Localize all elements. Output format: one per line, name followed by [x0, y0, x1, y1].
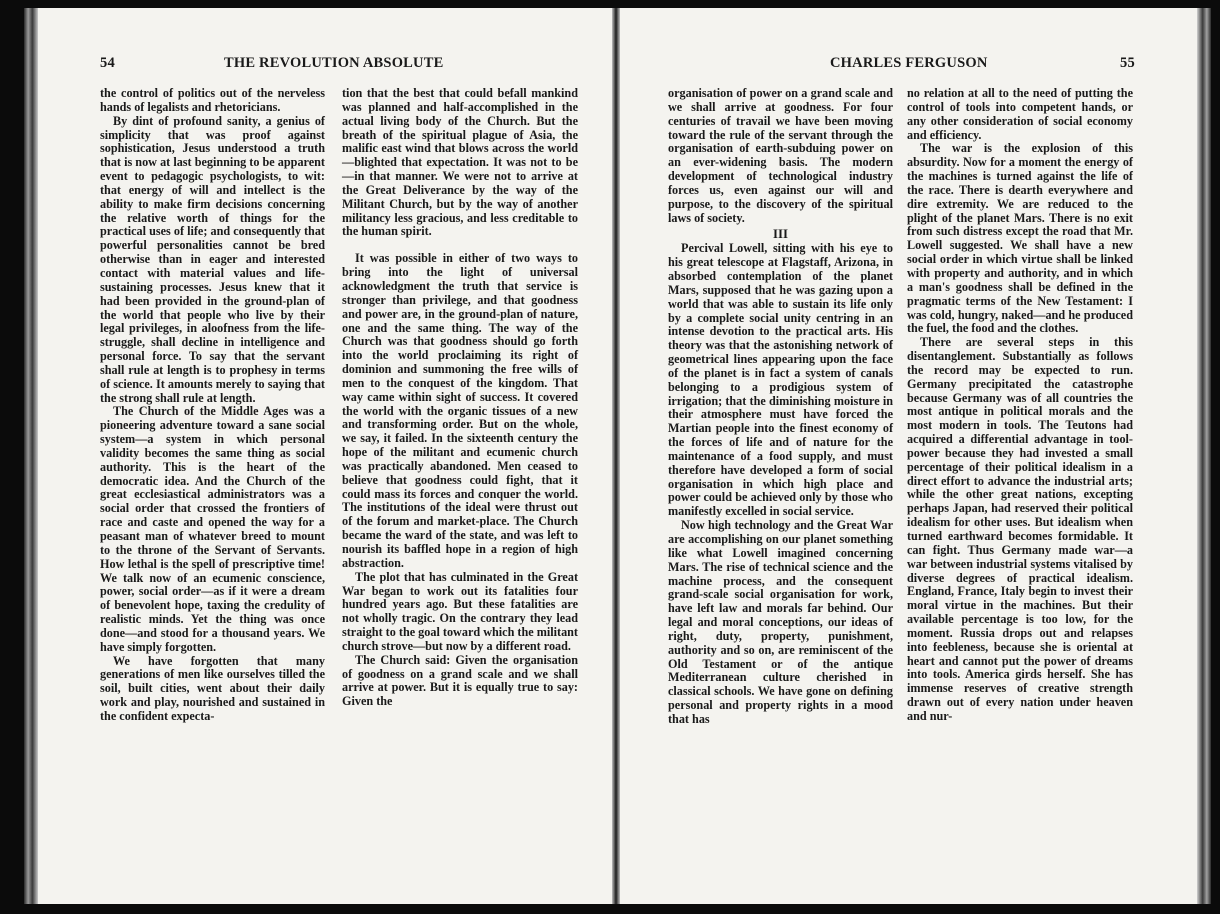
running-head-right: [620, 55, 1197, 75]
paragraph: The Church said: Given the organisation of goodness on a grand scale and we shall arrive at power. But it is equally true to say: Given the: [342, 652, 578, 709]
page-number-right: 55: [1120, 55, 1135, 71]
running-title-left: THE REVOLUTION ABSOLUTE: [224, 55, 444, 71]
paragraph: tion that the best that could befall mankind was planned and half-accomplished in the actual living body of the Church. But the breath of the spiritual plague of Asia, the malific east wind that blows across the world—blighted that expectation. It was not to be—in that manner. We were not to arrive at the Great Deliverance by the way of the Militant Church, but by the way of another militancy less gracious, and less creditable to the human spirit.: [342, 86, 578, 239]
paragraph: There are several steps in this disentanglement. Substantially as follows the record may be expected to run. Germany precipitated the catastrophe because Germany was of all countries the most antique in political morals and the most modern in tools. The Teutons had acquired a differential advantage in tool-power because they had invested a small percentage of their political idealism in a direct effort to advance the industrial arts; while the other great nations, excepting perhaps Japan, had reserved their political idealism for other uses. But idealism when turned earthward becomes formidable. It can fight. Thus Germany made war—a war between industrial systems vitalised by diverse degrees of practical idealism. England, France, Italy begin to invest their moral virtue in the machines. But their available percentage is too low, for the moment. Russia drops out and relapses into feebleness, because she is oriental at heart and cannot put the power of dreams into tools. America girds herself. She has immense reserves of creative strength drawn out of every nation under heaven and nur-: [907, 335, 1133, 723]
book-binding: [612, 8, 620, 904]
paragraph: The war is the explosion of this absurdity. Now for a moment the energy of the machines is turned against the life of the race. There is dearth everywhere and dire extremity. We are reduced to the plight of the planet Mars. There is no exit from such distress except the road that Mr. Lowell suggested. We shall have a new social order in which virtue shall be linked with property and authority, and in which a man's goodness shall be defined in the pragmatic terms of the New Testament: I was cold, hungry, naked—and he produced the fuel, the food and the clothes.: [907, 141, 1133, 336]
right-column-2: [907, 87, 1133, 724]
running-title-right: CHARLES FERGUSON: [830, 55, 988, 71]
paragraph: We have forgotten that many generations of men like ourselves tilled the soil, built cities, went about their daily work and play, nourished and sustained in the confident expecta-: [100, 653, 325, 723]
paragraph: no relation at all to the need of putting the control of tools into competent hands, or any other consideration of social economy and efficiency.: [907, 86, 1133, 142]
left-column-2: [342, 87, 578, 709]
paragraph: Now high technology and the Great War are accomplishing on our planet something like what Lowell imagined concerning Mars. The rise of technical science and the machine process, and the consequent grand-scale social organisation for work, have left law and morals far behind. Our legal and moral conceptions, our ideas of right, duty, property, punishment, authority and so on, are reminiscent of the Old Testament or of the antique Mediterranean culture cherished in classical schools. We have gone on defining personal and property rights in a mood that has: [668, 518, 893, 726]
paragraph: The plot that has culminated in the Great War began to work out its fatalities four hundred years ago. But these fatalities are not wholly tragic. On the contrary they lead straight to the goal toward which the militant church strove—but now by a different road.: [342, 569, 578, 653]
page-number-left: 54: [100, 55, 115, 71]
page-edge-right: [1197, 8, 1211, 904]
section-heading: III: [773, 227, 788, 242]
paragraph: the control of politics out of the nerveless hands of legalists and rhetoricians.: [100, 86, 325, 114]
left-page: [38, 8, 612, 904]
paragraph: organisation of power on a grand scale and we shall arrive at goodness. For four centuries of travail we have been moving toward the rule of the servant through the organisation of earth-subduing power on an ever-widening basis. The modern development of technological industry forces us, even against our will and purpose, to the discovery of the spiritual laws of society.: [668, 86, 893, 225]
right-page: [620, 8, 1197, 904]
page-edge-left: [24, 8, 38, 904]
right-column-1: [668, 87, 893, 727]
running-head-left: [38, 55, 612, 75]
paragraph: Percival Lowell, sitting with his eye to his great telescope at Flagstaff, Arizona, in absorbed contemplation of the planet Mars, supposed that he was gazing upon a world that was able to sustain its life only by a complete social unity centring in an intense devotion to the practical arts. His theory was that the astonishing network of geometrical lines appearing upon the face of the planet is in fact a system of canals belonging to a prodigious system of irrigation; that the diminishing moisture in their atmosphere must have forced the Martian people into the finest economy of the forces of life and of nature for the maintenance of a food supply, and must therefore have developed a form of social organisation in which high place and power could be achieved only by those who manifestly excelled in social service.: [668, 241, 893, 519]
left-column-1: [100, 87, 325, 724]
paragraph: By dint of profound sanity, a genius of simplicity that was proof against sophistication, Jesus understood a truth that is now at last beginning to be apparent event to pedagogic psychologists, to wit: that energy of will and intellect is the ability to make firm decisions concerning the relative worth of things for the practical uses of life; and consequently that powerful personalities cannot be bred otherwise than in eager and interested contact with material values and life-sustaining processes. Jesus knew that it had been provided in the ground-plan of the world that people who live by their legal privileges, in aloofness from the life-struggle, shall decline in intelligence and personal force. To say that the servant shall rule at length is to prophesy in terms of science. It amounts merely to saying that the strong shall rule at length.: [100, 113, 325, 405]
paragraph: It was possible in either of two ways to bring into the light of universal acknowledgment the truth that service is stronger than privilege, and that goodness and power are, in the ground-plan of nature, one and the same thing. The way of the Church was that goodness should go forth into the world proclaiming its right of dominion and summoning the free wills of men to the conquest of the kingdom. That way came within sight of success. It covered the world with the organic tissues of a new and transforming order. But on the whole, we say, it failed. In the sixteenth century the hope of the militant and ecumenic church was practically abandoned. Men ceased to believe that goodness could fight, that it could mass its forces and conquer the world. The institutions of the ideal were thrust out of the forum and market-place. The Church became the ward of the state, and was left to nourish its baffled hope in a region of high abstraction.: [342, 251, 578, 570]
paragraph: The Church of the Middle Ages was a pioneering adventure toward a sane social system—a system in which personal validity becomes the same thing as social authority. This is the heart of the democratic idea. And the Church of the great ecclesiastical administrators was a social order that crossed the frontiers of race and caste and opened the way for a peasant man of whatever breed to mount to the throne of the Servant of Servants. How lethal is the spell of prescriptive time! We talk now of an ecumenic conscience, power, social order—as if it were a dream of benevolent hope, taxing the credulity of realistic minds. Yet the thing was once done—and stood for a thousand years. We have simply forgotten.: [100, 404, 325, 654]
